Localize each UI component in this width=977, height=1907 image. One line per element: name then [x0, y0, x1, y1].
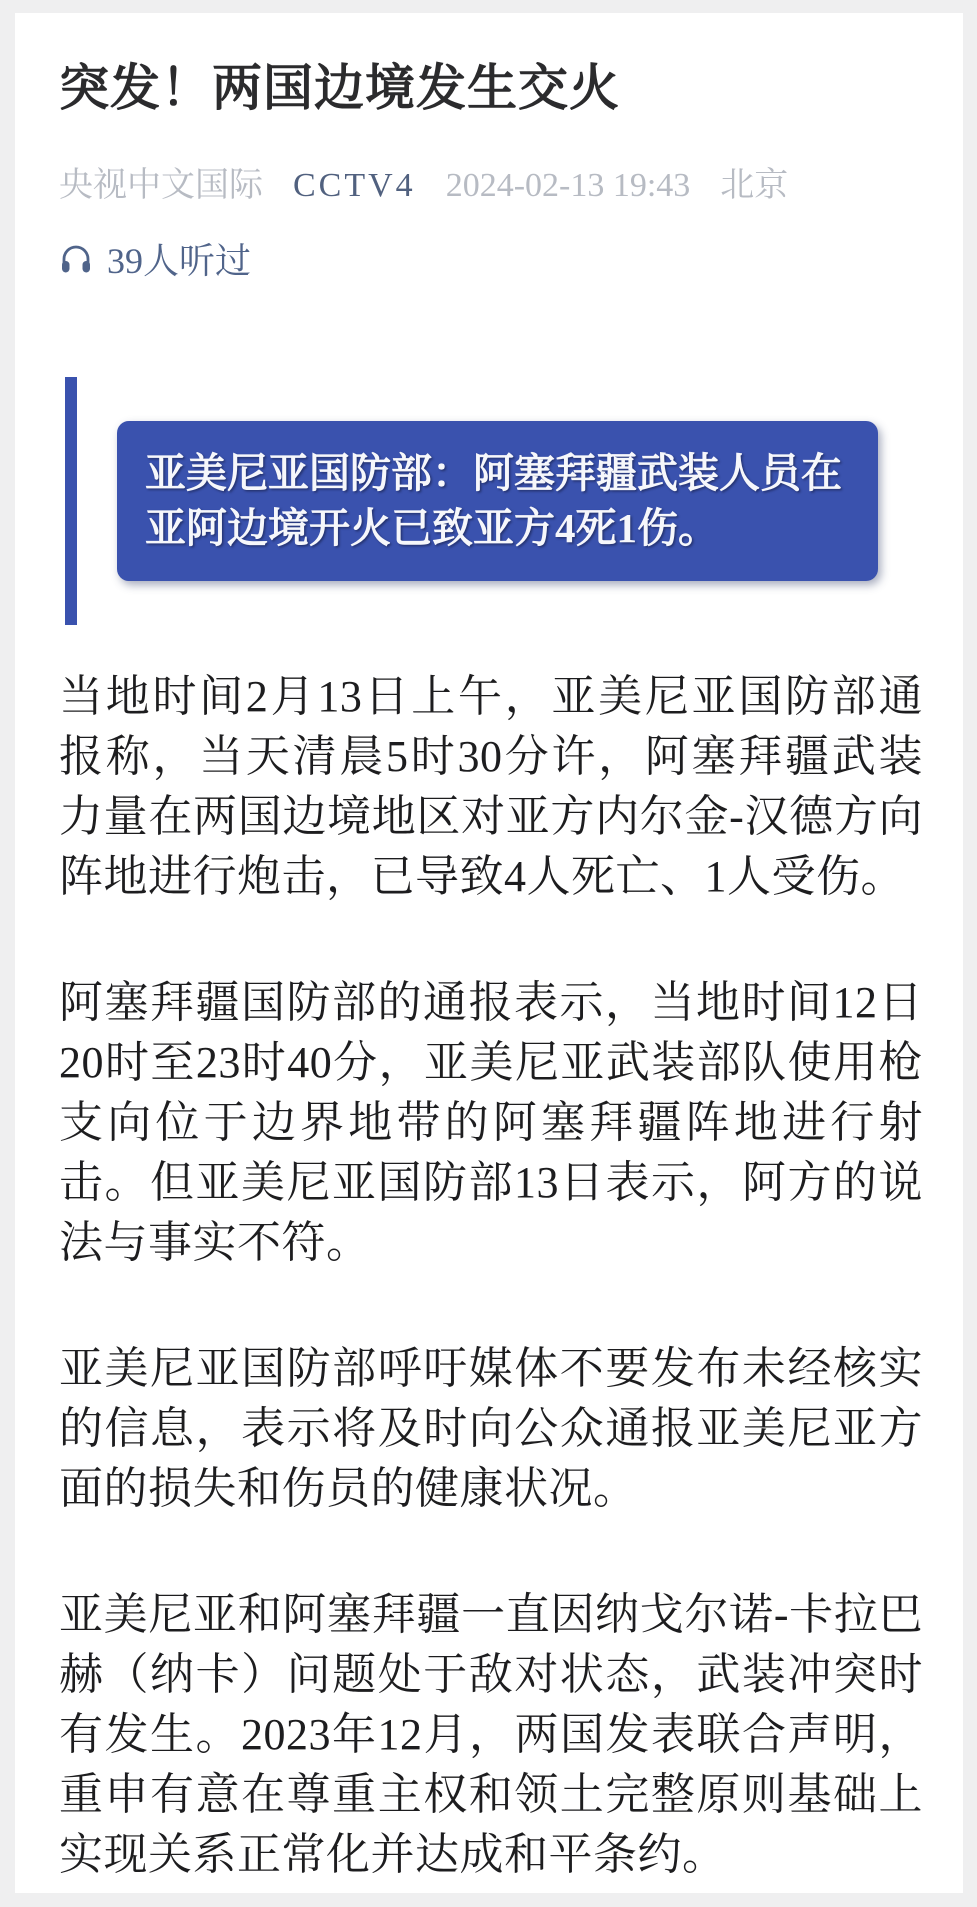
- publish-datetime: 2024-02-13 19:43: [445, 167, 691, 204]
- body-paragraph: 亚美尼亚和阿塞拜疆一直因纳戈尔诺-卡拉巴赫（纳卡）问题处于敌对状态，武装冲突时有发生。2023年12月，两国发表联合声明，重申有意在尊重主权和领土完整原则基础上实现关系正常化并达成和平条约。: [59, 1590, 923, 1879]
- article-meta: [59, 162, 923, 210]
- source-name[interactable]: 央视中文国际: [59, 167, 263, 204]
- publish-location: 北京: [720, 167, 789, 204]
- highlight-quote-section: [59, 377, 923, 625]
- headphones-icon: [59, 244, 93, 274]
- article-title: 突发！两国边境发生交火: [59, 60, 620, 116]
- article-card: [15, 13, 963, 1893]
- article-body: [59, 667, 923, 1885]
- body-paragraph: 阿塞拜疆国防部的通报表示，当地时间12日20时至23时40分，亚美尼亚武装部队使用枪支向位于边界地带的阿塞拜疆阵地进行射击。但亚美尼亚国防部13日表示，阿方的说法与事实不符。: [59, 978, 923, 1267]
- channel-link[interactable]: CCTV4: [293, 167, 416, 204]
- body-paragraph: 亚美尼亚国防部呼吁媒体不要发布未经核实的信息，表示将及时向公众通报亚美尼亚方面的损失和伤员的健康状况。: [59, 1344, 923, 1513]
- listen-count-label: 39人听过: [107, 241, 252, 281]
- listen-button[interactable]: [59, 236, 251, 281]
- body-paragraph: 当地时间2月13日上午，亚美尼亚国防部通报称，当天清晨5时30分许，阿塞拜疆武装力量在两国边境地区对亚方内尔金-汉德方向阵地进行炮击，已导致4人死亡、1人受伤。: [59, 672, 923, 901]
- quote-accent-bar: [65, 377, 77, 625]
- quote-box: 亚美尼亚国防部：阿塞拜疆武装人员在亚阿边境开火已致亚方4死1伤。: [117, 421, 878, 581]
